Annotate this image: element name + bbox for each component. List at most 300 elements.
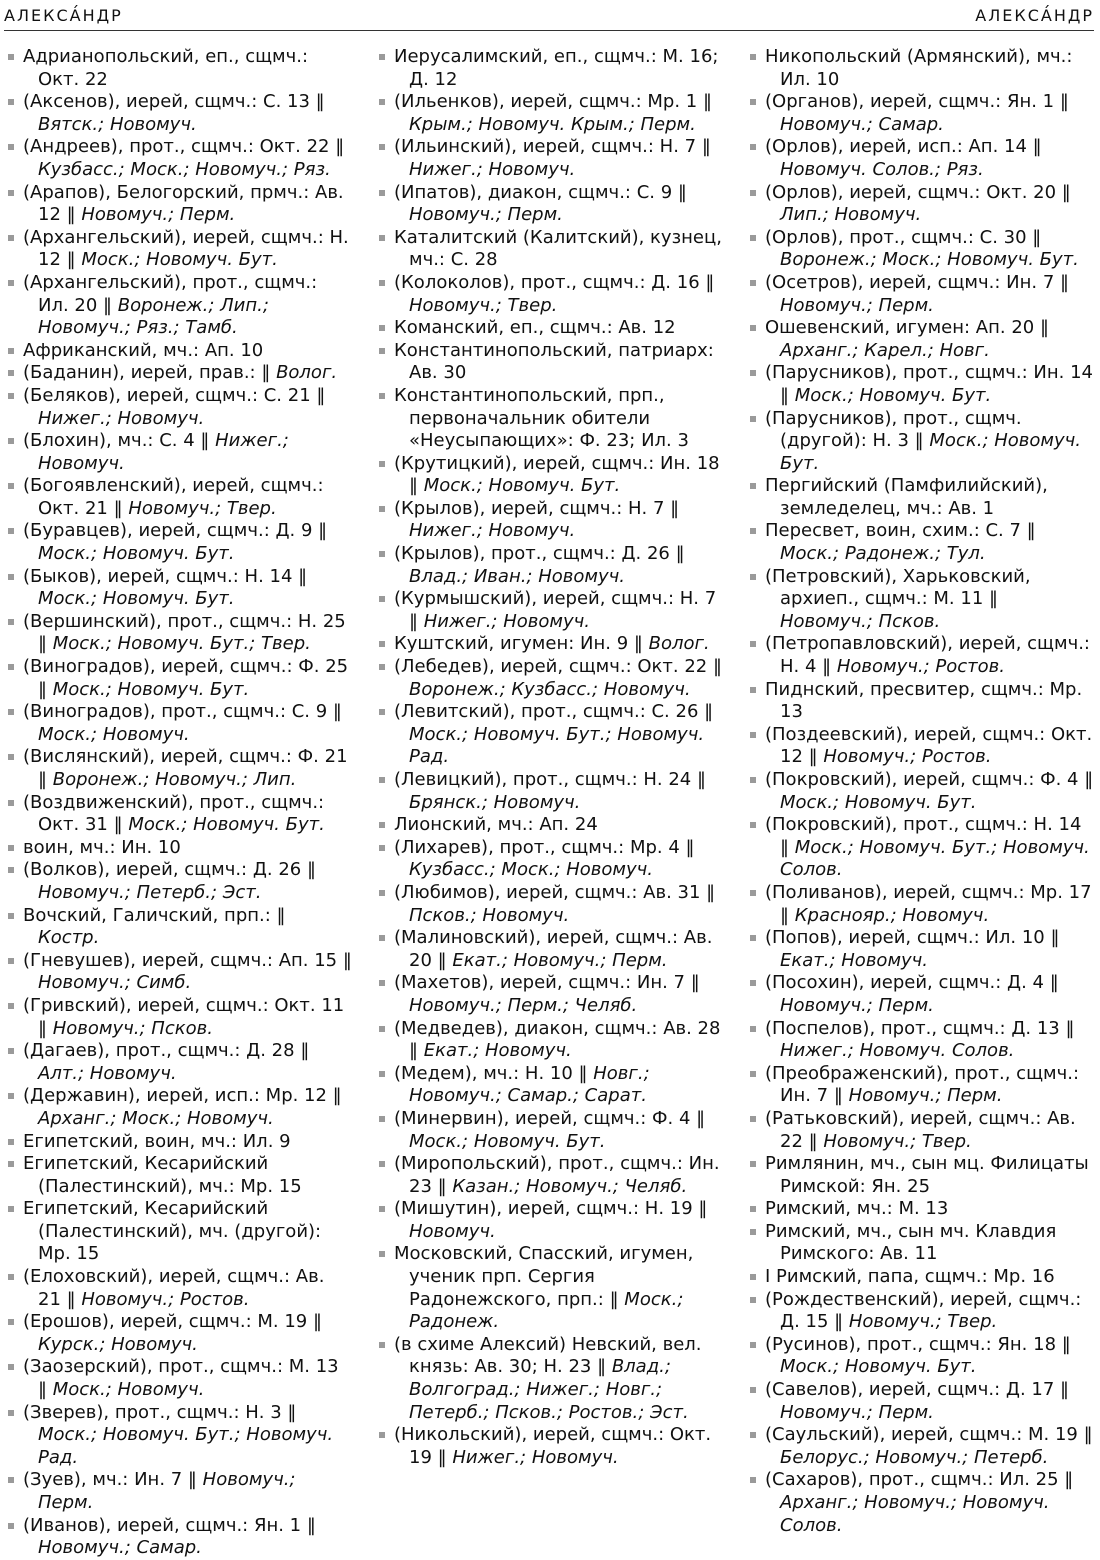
index-entry <box>377 1198 723 1243</box>
entry-region-refs: Новомуч.; Ростов. <box>836 656 1006 678</box>
index-entry <box>377 136 723 181</box>
entry-text: Команский, еп., сщмч.: Ав. 12 <box>394 317 676 339</box>
index-entry <box>6 340 352 363</box>
entry-region-refs: Екат.; Новомуч. <box>423 1040 572 1062</box>
bullet-marker <box>750 1116 756 1122</box>
entry-text: Лионский, мч.: Ап. 24 <box>394 814 598 836</box>
entry-text: воин, мч.: Ин. 10 <box>23 836 181 858</box>
entry-region-refs: Новомуч. Солов.; Ряз. <box>780 158 984 180</box>
index-entry <box>6 182 352 227</box>
index-entry <box>748 475 1094 520</box>
bullet-marker <box>8 619 14 625</box>
index-entry <box>377 633 723 656</box>
bullet-marker <box>379 280 385 286</box>
entry-text: Адрианопольский, еп., сщмч.: Окт. 22 <box>23 46 309 90</box>
entry-region-refs: Псков.; Новомуч. <box>409 904 570 926</box>
bullet-marker <box>379 506 385 512</box>
entry-text: (Медведев), диакон, сщмч.: Ав. 28 ‖ <box>394 1017 721 1062</box>
index-entry <box>377 1153 723 1198</box>
bullet-marker <box>8 913 14 919</box>
entry-text: (Петропавловский), иерей, сщмч.: Н. 4 ‖ <box>765 633 1090 678</box>
entry-text: (Вершинский), прот., сщмч.: Н. 25 ‖ <box>23 610 346 655</box>
entry-text: (Посохин), иерей, сщмч.: Д. 4 ‖ <box>765 972 1059 994</box>
running-head-right: АЛЕКСА́НДР <box>975 6 1094 25</box>
entry-text: (Гривский), иерей, сщмч.: Окт. 11 ‖ <box>23 994 345 1039</box>
entry-region-refs: Новомуч.; Петерб.; Эст. <box>38 881 262 903</box>
entry-text: (Покровский), прот., сщмч.: Н. 14 ‖ <box>765 814 1082 858</box>
entry-region-refs: Новг.; Новомуч.; Самар.; Сарат. <box>409 1062 650 1107</box>
entry-region-refs: Алт.; Новомуч. <box>38 1062 177 1084</box>
index-entry <box>377 182 723 227</box>
entry-text: Ошевенский, игумен: Ап. 20 ‖ <box>765 317 1049 339</box>
bullet-marker <box>750 416 756 422</box>
entry-text: (Любимов), иерей, сщмч.: Ав. 31 ‖ <box>394 881 716 903</box>
index-entry <box>748 408 1094 476</box>
entry-region-refs: Воронеж.; Кузбасс.; Новомуч. <box>409 678 691 700</box>
entry-text: (Воздвиженский), прот., сщмч.: Окт. 31 ‖ <box>23 791 325 836</box>
entry-text: Никопольский (Армянский), мч.: Ил. 10 <box>765 46 1073 90</box>
bullet-marker <box>750 1071 756 1077</box>
entry-region-refs: Нижег.; Новомуч. <box>452 1446 619 1468</box>
bullet-marker <box>379 777 385 783</box>
bullet-marker <box>379 980 385 986</box>
index-entry <box>6 859 352 904</box>
entry-region-refs: Новомуч.; Перм. <box>780 294 934 316</box>
bullet-marker <box>750 687 756 693</box>
bullet-marker <box>8 958 14 964</box>
entry-text: (Лебедев), иерей, сщмч.: Окт. 22 ‖ <box>394 656 722 678</box>
entry-text: Римский, мч., сын мч. Клавдия Римского: Ав. 11 <box>765 1220 1057 1265</box>
bullet-marker <box>8 54 14 60</box>
bullet-marker <box>8 1093 14 1099</box>
bullet-marker <box>379 1161 385 1167</box>
bullet-marker <box>750 54 756 60</box>
entry-region-refs: Моск.; Новомуч. Бут.; Новомуч. Солов. <box>780 836 1090 881</box>
index-entry <box>6 1515 352 1560</box>
index-entry <box>748 136 1094 181</box>
entry-text: Иерусалимский, еп., сщмч.: М. 16; Д. 12 <box>394 46 719 90</box>
entry-text: (Орлов), прот., сщмч.: С. 30 ‖ <box>765 226 1042 248</box>
entry-region-refs: Новомуч.; Псков. <box>780 610 941 632</box>
entry-text: Вочский, Галичский, прп.: ‖ <box>23 904 286 926</box>
index-entry <box>377 814 723 837</box>
entry-region-refs: Крым.; Новомуч. Крым.; Перм. <box>409 113 696 135</box>
entry-text: (Орлов), иерей, сщмч.: Окт. 20 ‖ <box>765 181 1071 203</box>
entry-text: (Баданин), иерей, прав.: ‖ <box>23 362 277 384</box>
entry-text: (Иванов), иерей, сщмч.: Ян. 1 ‖ <box>23 1514 316 1536</box>
bullet-marker <box>379 1071 385 1077</box>
index-entry <box>748 972 1094 1017</box>
entry-text: (Архангельский), иерей, сщмч.: Н. 12 ‖ <box>23 226 349 271</box>
entry-text: (Ипатов), диакон, сщмч.: С. 9 ‖ <box>394 181 687 203</box>
entry-region-refs: Моск.; Радонеж.; Тул. <box>780 543 986 565</box>
entry-region-refs: Новомуч.; Самар. <box>38 1537 202 1559</box>
bullet-marker <box>379 1206 385 1212</box>
entry-text: Куштский, игумен: Ин. 9 ‖ <box>394 633 649 655</box>
bullet-marker <box>379 1251 385 1257</box>
index-entry <box>6 1153 352 1198</box>
bullet-marker <box>750 1387 756 1393</box>
entry-region-refs: Моск.; Новомуч. Бут. <box>780 1356 977 1378</box>
entry-text: (Преображенский), прот., сщмч.: Ин. 7 ‖ <box>765 1062 1080 1107</box>
index-entry <box>377 498 723 543</box>
index-entry <box>6 746 352 791</box>
bullet-marker <box>750 483 756 489</box>
entry-region-refs: Влад.; Иван.; Новомуч. <box>409 565 625 587</box>
bullet-marker <box>8 574 14 580</box>
index-column-3 <box>748 46 1094 1537</box>
entry-text: (Махетов), иерей, сщмч.: Ин. 7 ‖ <box>394 972 700 994</box>
index-entry <box>748 1198 1094 1221</box>
entry-text: (Парусников), прот., сщмч. (другой): Н. 3 ‖ <box>765 407 1022 452</box>
index-entry <box>377 972 723 1017</box>
bullet-marker <box>750 1477 756 1483</box>
bullet-marker <box>8 438 14 444</box>
index-entry <box>748 317 1094 362</box>
entry-text: (Крылов), иерей, сщмч.: Н. 7 ‖ <box>394 497 680 519</box>
index-entry <box>748 46 1094 91</box>
bullet-marker <box>750 1342 756 1348</box>
index-entry <box>6 1402 352 1470</box>
entry-text: Константинопольский, прп., первоначальник обители «Неусыпающих»: Ф. 23; Ил. 3 <box>394 384 689 452</box>
bullet-marker <box>8 528 14 534</box>
bullet-marker <box>379 1432 385 1438</box>
bullet-marker <box>8 1003 14 1009</box>
bullet-marker <box>8 1274 14 1280</box>
bullet-marker <box>750 280 756 286</box>
entry-text: (Петровский), Харьковский, архиеп., сщмч.: М. 11 ‖ <box>765 565 1031 610</box>
entry-text: (Поспелов), прот., сщмч.: Д. 13 ‖ <box>765 1017 1075 1039</box>
index-entry <box>6 385 352 430</box>
bullet-marker <box>8 1206 14 1212</box>
index-entry <box>748 1469 1094 1537</box>
entry-region-refs: Новомуч.; Перм. <box>780 994 934 1016</box>
entry-region-refs: Нижег.; Новомуч. <box>423 610 590 632</box>
entry-text: Московский, Спасский, игумен, ученик прп. Сергия Радонежского, прп.: ‖ <box>394 1243 694 1310</box>
bullet-marker <box>750 935 756 941</box>
entry-text: Каталитский (Калитский), кузнец, мч.: С. 28 <box>394 226 722 271</box>
index-entry <box>377 317 723 340</box>
index-entry <box>377 656 723 701</box>
index-entry <box>377 1243 723 1333</box>
index-entry <box>377 769 723 814</box>
bullet-marker <box>379 935 385 941</box>
bullet-marker <box>750 99 756 105</box>
entry-text: Пергийский (Памфилийский), земледелец, мч.: Ав. 1 <box>765 475 1048 519</box>
entry-region-refs: Моск.; Новомуч. <box>52 1379 205 1401</box>
entry-region-refs: Новомуч.; Перм.; Челяб. <box>409 994 638 1016</box>
entry-text: (Русинов), прот., сщмч.: Ян. 18 ‖ <box>765 1333 1071 1355</box>
index-entry <box>6 1356 352 1401</box>
bullet-marker <box>379 551 385 557</box>
entry-region-refs: Новомуч.; Ростов. <box>823 746 992 768</box>
bullet-marker <box>750 370 756 376</box>
bullet-marker <box>8 144 14 150</box>
index-entry <box>377 91 723 136</box>
entry-text: (Быков), иерей, сщмч.: Н. 14 ‖ <box>23 565 308 587</box>
entry-text: (Никольский), иерей, сщмч.: Окт. 19 ‖ <box>394 1424 712 1468</box>
entry-text: (Арапов), Белогорский, прмч.: Ав. 12 ‖ <box>23 181 344 226</box>
bullet-marker <box>8 1364 14 1370</box>
index-entry <box>6 995 352 1040</box>
bullet-marker <box>379 1026 385 1032</box>
bullet-marker <box>379 1116 385 1122</box>
entry-text: (Рождественский), иерей, сщмч.: Д. 15 ‖ <box>765 1288 1082 1333</box>
bullet-marker <box>8 280 14 286</box>
entry-text: (Архангельский), прот., сщмч.: Ил. 20 ‖ <box>23 271 318 316</box>
entry-text: Пиднский, пресвитер, сщмч.: Мр. 13 <box>765 678 1083 723</box>
entry-text: (Парусников), прот., сщмч.: Ин. 14 ‖ <box>765 362 1093 406</box>
index-entry <box>748 362 1094 407</box>
entry-region-refs: Нижег.; Новомуч. <box>409 520 576 542</box>
index-entry <box>377 46 723 91</box>
entry-text: (Буравцев), иерей, сщмч.: Д. 9 ‖ <box>23 520 328 542</box>
index-entry <box>748 1063 1094 1108</box>
entry-text: (Державин), иерей, исп.: Мр. 12 ‖ <box>23 1085 342 1107</box>
bullet-marker <box>8 1319 14 1325</box>
index-entry <box>377 1334 723 1424</box>
index-entry <box>748 520 1094 565</box>
index-entry <box>6 1198 352 1266</box>
index-entry <box>748 769 1094 814</box>
entry-region-refs: Новомуч.; Перм. <box>409 204 563 226</box>
entry-text: (Малиновский), иерей, сщмч.: Ав. 20 ‖ <box>394 927 713 971</box>
entry-text: (Волков), иерей, сщмч.: Д. 26 ‖ <box>23 859 316 881</box>
index-entry <box>748 679 1094 724</box>
entry-region-refs: Арханг.; Карел.; Новг. <box>780 339 990 361</box>
entry-region-refs: Влад.; Волгоград.; Нижег.; Новг.; Петерб.; Псков.; Ростов.; Эст. <box>409 1356 689 1423</box>
running-head-left: АЛЕКСА́НДР <box>4 6 123 25</box>
entry-region-refs: Новомуч. <box>409 1220 496 1242</box>
entry-region-refs: Моск.; Новомуч. Бут. <box>52 678 250 700</box>
index-entry <box>748 927 1094 972</box>
index-entry <box>748 1424 1094 1469</box>
index-entry <box>6 792 352 837</box>
index-entry <box>6 905 352 950</box>
bullet-marker <box>750 890 756 896</box>
entry-region-refs: Кузбасс.; Моск.; Новомуч.; Ряз. <box>38 158 331 180</box>
bullet-marker <box>8 709 14 715</box>
index-entry <box>6 91 352 136</box>
entry-region-refs: Костр. <box>38 927 100 949</box>
entry-region-refs: Лип.; Новомуч. <box>780 204 922 226</box>
index-entry <box>377 1018 723 1063</box>
entry-text: (Попов), иерей, сщмч.: Ил. 10 ‖ <box>765 927 1060 949</box>
bullet-marker <box>379 144 385 150</box>
index-entry <box>748 566 1094 634</box>
entry-text: (Дагаев), прот., сщмч.: Д. 28 ‖ <box>23 1040 310 1062</box>
bullet-marker <box>379 890 385 896</box>
index-entry <box>748 1153 1094 1198</box>
entry-text: (Покровский), иерей, сщмч.: Ф. 4 ‖ <box>765 769 1094 790</box>
bullet-marker <box>750 190 756 196</box>
index-entry <box>748 1266 1094 1289</box>
entry-text: I Римский, папа, сщмч.: Мр. 16 <box>765 1266 1055 1288</box>
entry-text: (Колоколов), прот., сщмч.: Д. 16 ‖ <box>394 271 715 293</box>
running-header <box>0 0 1100 30</box>
entry-text: (Крылов), прот., сщмч.: Д. 26 ‖ <box>394 543 685 565</box>
entry-region-refs: Новомуч.; Перм. <box>38 1469 296 1513</box>
bullet-marker <box>750 1026 756 1032</box>
bullet-marker <box>379 461 385 467</box>
entry-region-refs: Нижег.; Новомуч. <box>409 158 576 180</box>
entry-text: (Елоховский), иерей, сщмч.: Ав. 21 ‖ <box>23 1266 325 1310</box>
index-entry <box>377 927 723 972</box>
index-entry <box>377 882 723 927</box>
entry-region-refs: Моск.; Новомуч. Бут. <box>423 475 621 497</box>
index-entry <box>6 611 352 656</box>
entry-region-refs: Новомуч.; Твер. <box>823 1130 972 1152</box>
entry-text: (Крутицкий), иерей, сщмч.: Ин. 18 ‖ <box>394 452 720 497</box>
entry-region-refs: Новомуч.; Твер. <box>409 294 558 316</box>
index-entry <box>6 1040 352 1085</box>
index-entry <box>6 520 352 565</box>
entry-text: (Гневушев), иерей, сщмч.: Ап. 15 ‖ <box>23 949 352 971</box>
bullet-marker <box>750 732 756 738</box>
entry-region-refs: Моск.; Новомуч. Бут. <box>780 430 1081 474</box>
entry-text: (Саульский), иерей, сщмч.: М. 19 ‖ <box>765 1424 1093 1446</box>
entry-text: (Ильинский), иерей, сщмч.: Н. 7 ‖ <box>394 136 711 158</box>
index-entry <box>377 227 723 272</box>
entry-region-refs: Моск.; Новомуч. Бут.; Твер. <box>52 633 311 655</box>
entry-region-refs: Екат.; Новомуч. <box>780 949 929 971</box>
index-entry <box>377 543 723 588</box>
index-entry <box>748 227 1094 272</box>
entry-region-refs: Нижег.; Новомуч. <box>38 407 205 429</box>
index-entry <box>377 385 723 453</box>
entry-text: Египетский, Кесарийский (Палестинский), мч. (другой): Мр. 15 <box>23 1198 322 1265</box>
index-entry <box>6 46 352 91</box>
entry-region-refs: Кузбасс.; Моск.; Новомуч. <box>409 859 654 881</box>
index-entry <box>6 1311 352 1356</box>
entry-region-refs: Новомуч.; Твер. <box>848 1311 998 1333</box>
header-rule <box>4 30 1094 31</box>
entry-text: (Ерошов), иерей, сщмч.: М. 19 ‖ <box>23 1311 322 1333</box>
bullet-marker <box>750 528 756 534</box>
bullet-marker <box>8 1048 14 1054</box>
bullet-marker <box>8 393 14 399</box>
entry-text: (Вислянский), иерей, сщмч.: Ф. 21 ‖ <box>23 746 348 790</box>
entry-region-refs: Новомуч.; Твер. <box>128 497 277 519</box>
bullet-marker <box>8 754 14 760</box>
index-entry <box>748 814 1094 882</box>
entry-text: Африканский, мч.: Ап. 10 <box>23 339 264 361</box>
index-entry <box>6 1131 352 1154</box>
entry-text: (Курмышский), иерей, сщмч.: Н. 7 ‖ <box>394 588 717 632</box>
index-entry <box>377 837 723 882</box>
index-entry <box>748 91 1094 136</box>
bullet-marker <box>379 845 385 851</box>
bullet-marker <box>379 596 385 602</box>
bullet-marker <box>750 235 756 241</box>
bullet-marker <box>379 99 385 105</box>
bullet-marker <box>750 777 756 783</box>
entry-text: (Аксенов), иерей, сщмч.: С. 13 ‖ <box>23 91 325 113</box>
entry-region-refs: Новомуч.; Ростов. <box>81 1288 250 1310</box>
entry-text: (Мишутин), иерей, сщмч.: Н. 19 ‖ <box>394 1198 708 1220</box>
index-column-2 <box>377 46 723 1469</box>
entry-region-refs: Арханг.; Моск.; Новомуч. <box>38 1107 274 1129</box>
entry-text: (Заозерский), прот., сщмч.: М. 13 ‖ <box>23 1356 339 1401</box>
bullet-marker <box>379 190 385 196</box>
index-entry <box>377 272 723 317</box>
bullet-marker <box>750 1432 756 1438</box>
bullet-marker <box>750 1161 756 1167</box>
bullet-marker <box>8 867 14 873</box>
entry-region-refs: Екат.; Новомуч.; Перм. <box>452 949 668 971</box>
bullet-marker <box>750 980 756 986</box>
index-entry <box>6 430 352 475</box>
entry-region-refs: Моск.; Новомуч. Бут.; Новомуч. Рад. <box>409 723 705 768</box>
bullet-marker <box>8 99 14 105</box>
bullet-marker <box>8 483 14 489</box>
entry-region-refs: Моск.; Новомуч. Бут. <box>128 814 325 836</box>
index-entry <box>6 950 352 995</box>
index-entry <box>748 882 1094 927</box>
bullet-marker <box>379 664 385 670</box>
index-entry <box>6 656 352 701</box>
entry-text: (Поздеевский), иерей, сщмч.: Окт. 12 ‖ <box>765 723 1093 768</box>
entry-region-refs: Белорус.; Новомуч.; Петерб. <box>780 1446 1049 1468</box>
entry-region-refs: Брянск.; Новомуч. <box>409 791 581 813</box>
entry-region-refs: Казан.; Новомуч.; Челяб. <box>452 1175 688 1197</box>
entry-text: (Медем), мч.: Н. 10 ‖ <box>394 1062 594 1084</box>
entry-text: Египетский, Кесарийский (Палестинский), мч.: Мр. 15 <box>23 1153 302 1197</box>
index-entry <box>748 1334 1094 1379</box>
bullet-marker <box>8 664 14 670</box>
entry-region-refs: Моск.; Новомуч. Бут.; Новомуч. Рад. <box>38 1424 334 1468</box>
bullet-marker <box>750 1274 756 1280</box>
entry-text: (Виноградов), прот., сщмч.: С. 9 ‖ <box>23 701 342 723</box>
index-entry <box>748 272 1094 317</box>
entry-region-refs: Воронеж.; Моск.; Новомуч. Бут. <box>780 249 1079 271</box>
index-entry <box>6 566 352 611</box>
index-entry <box>377 1108 723 1153</box>
bullet-marker <box>379 348 385 354</box>
entry-region-refs: Моск.; Новомуч. <box>38 723 190 745</box>
entry-region-refs: Нижег.; Новомуч. <box>38 430 289 474</box>
index-entry <box>748 1018 1094 1063</box>
index-entry <box>748 1379 1094 1424</box>
entry-region-refs: Новомуч.; Псков. <box>52 1017 213 1039</box>
entry-text: (Ратьковский), иерей, сщмч.: Ав. 22 ‖ <box>765 1107 1076 1152</box>
bullet-marker <box>8 1161 14 1167</box>
entry-region-refs: Новомуч.; Перм. <box>81 204 236 226</box>
entry-region-refs: Волог. <box>276 362 338 384</box>
entry-text: (Осетров), иерей, сщмч.: Ин. 7 ‖ <box>765 271 1069 293</box>
bullet-marker <box>379 641 385 647</box>
entry-region-refs: Новомуч.; Перм. <box>780 1401 934 1423</box>
entry-region-refs: Краснояр.; Новомуч. <box>794 904 990 926</box>
bullet-marker <box>8 370 14 376</box>
entry-text: (Савелов), иерей, сщмч.: Д. 17 ‖ <box>765 1379 1070 1401</box>
index-entry <box>377 701 723 769</box>
entry-text: Римский, мч.: М. 13 <box>765 1198 949 1220</box>
bullet-marker <box>8 348 14 354</box>
entry-text: (Зверев), прот., сщмч.: Н. 3 ‖ <box>23 1401 297 1423</box>
bullet-marker <box>8 190 14 196</box>
bullet-marker <box>379 709 385 715</box>
entry-text: (Виноградов), иерей, сщмч.: Ф. 25 ‖ <box>23 656 349 700</box>
bullet-marker <box>379 235 385 241</box>
entry-region-refs: Моск.; Радонеж. <box>409 1288 684 1333</box>
index-entry <box>6 1085 352 1130</box>
entry-text: (Сахаров), прот., сщмч.: Ил. 25 ‖ <box>765 1469 1074 1491</box>
entry-region-refs: Арханг.; Новомуч.; Новомуч. Солов. <box>780 1492 1050 1536</box>
bullet-marker <box>379 325 385 331</box>
entry-region-refs: Моск.; Новомуч. Бут. <box>794 384 992 406</box>
index-entry <box>6 362 352 385</box>
